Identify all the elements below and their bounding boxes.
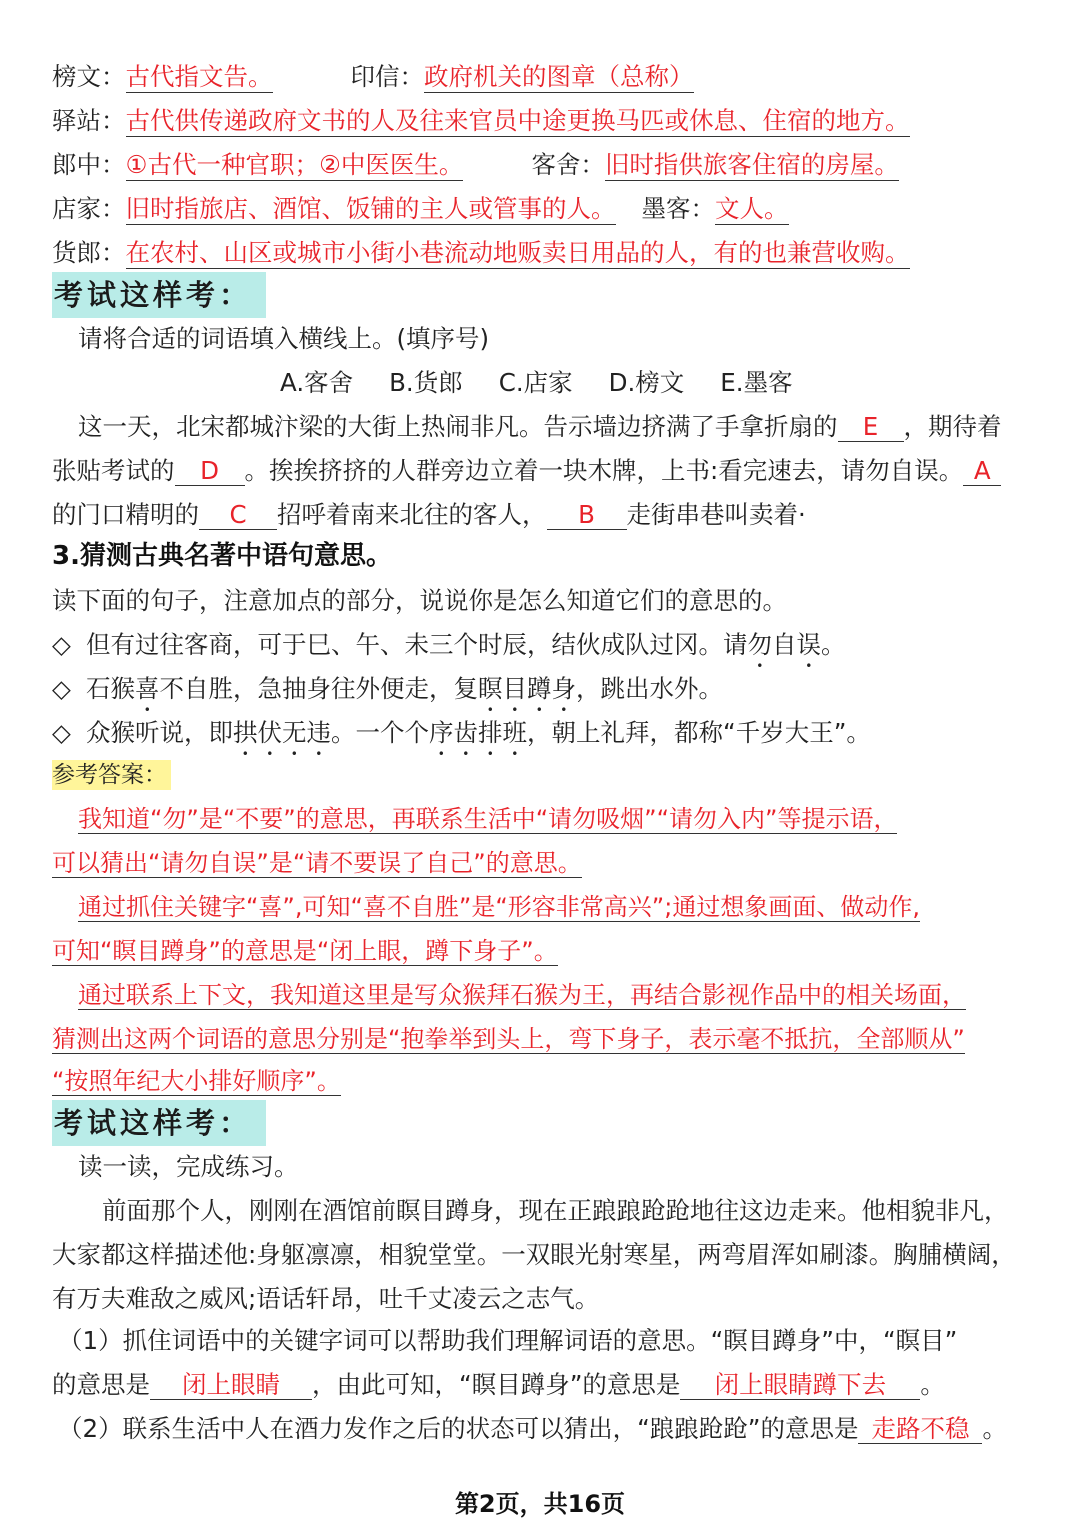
- definition: 政府机关的图章（总称）: [424, 62, 694, 91]
- passage-text: 走街串巷叫卖着·: [626, 500, 806, 529]
- emphasized-text: 拱伏无违: [233, 718, 331, 747]
- vocab-row: [52, 60, 1040, 94]
- definition: ①古代一种官职；②中医医生。: [125, 150, 464, 179]
- emphasized-text: 勿: [747, 630, 772, 659]
- quote-text: ，跳出水外。: [576, 674, 723, 703]
- vocab-row: [52, 148, 1040, 182]
- answer-text: 通过联系上下文，我知道这里是写众猴拜石猴为王，再结合影视作品中的相关场面，: [78, 981, 966, 1009]
- term: 印信：: [350, 62, 424, 91]
- answer-line: [52, 1022, 1028, 1056]
- question-text: 。: [982, 1414, 1007, 1443]
- definition: 文人。: [715, 194, 789, 223]
- term: 郎中：: [52, 150, 126, 179]
- answer-line: [78, 890, 1028, 924]
- answer-text: “按照年纪大小排好顺序”。: [52, 1067, 341, 1095]
- passage-text: 这一天，北宋都城汴梁的大街上热闹非凡。告示墙边挤满了手拿折扇的: [78, 412, 838, 441]
- emphasized-text: 序齿排班: [429, 718, 527, 747]
- question-text: （2）联系生活中人在酒力发作之后的状态可以猜出，“踉踉跄跄”的意思是: [58, 1414, 859, 1443]
- exam-header: 考试这样考：: [52, 272, 266, 318]
- emphasized-text: 误: [796, 630, 821, 659]
- vocab-row: [52, 192, 1040, 226]
- question-line: [58, 1412, 1040, 1446]
- answer-line: [78, 802, 1028, 836]
- quote-item: [52, 672, 1040, 717]
- exam-instruction: 读一读，完成练习。: [78, 1152, 299, 1181]
- term: 驿站：: [52, 106, 126, 135]
- answer-line: [52, 934, 1028, 968]
- reading-passage-line: 大家都这样描述他:身躯凛凛，相貌堂堂。一双眼光射寒星，两弯眉浑如刷漆。胸脯横阔，: [52, 1240, 1016, 1269]
- question-line: [52, 1368, 1040, 1402]
- answer-line: [52, 1064, 1028, 1098]
- passage-text: 的门口精明的: [52, 500, 199, 529]
- question-text: ，由此可知，“瞑目蹲身”的意思是: [312, 1370, 681, 1399]
- emphasized-text: 喜: [135, 674, 160, 703]
- answer-line: [52, 846, 1028, 880]
- answer-blank[interactable]: 闭上眼睛: [150, 1371, 312, 1400]
- quote-text: 众猴听说，即: [86, 718, 233, 747]
- question-text: 的意思是: [52, 1370, 150, 1399]
- diamond-bullet-icon: ◇: [52, 674, 71, 703]
- definition: 古代指文告。: [125, 62, 273, 91]
- exam-passage-line: [78, 410, 1040, 444]
- answer-blank[interactable]: E: [838, 413, 904, 442]
- definition: 旧时指供旅客住宿的房屋。: [604, 150, 899, 179]
- definition: 在农村、山区或城市小街小巷流动地贩卖日用品的人，有的也兼营收购。: [125, 238, 910, 267]
- passage-text: 。挨挨挤挤的人群旁边立着一块木牌，上书:看完速去，请勿自误。: [244, 456, 964, 485]
- answer-blank[interactable]: A: [963, 457, 1001, 486]
- quote-text: ，朝上礼拜，都称“千岁大王”。: [527, 718, 871, 747]
- exam-instruction: 请将合适的词语填入横线上。(填序号): [78, 324, 490, 353]
- passage-text: 张贴考试的: [52, 456, 175, 485]
- quote-text: 。一个个: [331, 718, 429, 747]
- answer-blank[interactable]: B: [547, 501, 627, 530]
- question-text: 。: [920, 1370, 945, 1399]
- reference-answer-label: 参考答案：: [52, 760, 171, 790]
- quote-text: 不自胜，急抽身往外便走，复: [159, 674, 478, 703]
- answer-blank[interactable]: C: [199, 501, 277, 530]
- answer-blank[interactable]: D: [175, 457, 245, 486]
- quote-item: [52, 628, 1040, 673]
- option: B.货郎: [389, 368, 463, 397]
- definition: 古代供传递政府文书的人及往来官员中途更换马匹或休息、住宿的地方。: [125, 106, 910, 135]
- answer-text: 可以猜出“请勿自误”是“请不要误了自己”的意思。: [52, 849, 582, 877]
- section-title: 3.猜测古典名著中语句意思。: [52, 541, 392, 571]
- term: 客舍：: [531, 150, 605, 179]
- option: C.店家: [498, 368, 573, 397]
- answer-line: [78, 978, 1028, 1012]
- answer-blank[interactable]: 闭上眼睛蹲下去: [680, 1371, 920, 1400]
- term: 店家：: [52, 194, 126, 223]
- passage-text: 招呼着南来北往的客人，: [277, 500, 547, 529]
- quote-item: [52, 716, 1040, 761]
- section-intro: 读下面的句子，注意加点的部分，说说你是怎么知道它们的意思的。: [52, 586, 787, 615]
- quote-text: 自: [772, 630, 797, 659]
- passage-text: ，期待着: [903, 412, 1002, 441]
- answer-text: 可知“瞑目蹲身”的意思是“闭上眼，蹲下身子”。: [52, 937, 558, 965]
- question-line: （1）抓住词语中的关键字词可以帮助我们理解词语的意思。“瞑目蹲身”中，“瞑目”: [58, 1326, 958, 1355]
- quote-text: 。: [821, 630, 846, 659]
- diamond-bullet-icon: ◇: [52, 630, 71, 659]
- reading-passage-line: 前面那个人，刚刚在酒馆前瞑目蹲身，现在正踉踉跄跄地往这边走来。他相貌非凡，: [102, 1196, 1009, 1225]
- answer-text: 通过抓住关键字“喜”,可知“喜不自胜”是“形容非常高兴”;通过想象画面、做动作,: [78, 893, 920, 921]
- definition: 旧时指旅店、酒馆、饭铺的主人或管事的人。: [125, 194, 616, 223]
- exam-header: 考试这样考：: [52, 1100, 266, 1146]
- option: A.客舍: [280, 368, 354, 397]
- vocab-row: [52, 104, 1040, 138]
- term: 墨客：: [641, 194, 715, 223]
- options-row: [280, 366, 1040, 400]
- exam-passage-line: [52, 498, 1040, 532]
- answer-text: 我知道“勿”是“不要”的意思，再联系生活中“请勿吸烟”“请勿入内”等提示语，: [78, 805, 898, 833]
- term: 榜文：: [52, 62, 126, 91]
- quote-text: 但有过往客商，可于巳、午、未三个时辰，结伙成队过冈。请: [86, 630, 748, 659]
- option: D.榜文: [608, 368, 685, 397]
- option: E.墨客: [720, 368, 793, 397]
- exam-passage-line: [52, 454, 1040, 488]
- term: 货郎：: [52, 238, 126, 267]
- diamond-bullet-icon: ◇: [52, 718, 71, 747]
- vocab-row: [52, 236, 1040, 270]
- answer-blank[interactable]: 走路不稳: [858, 1415, 982, 1444]
- reading-passage-line: 有万夫难敌之威风;语话轩昂，吐千丈凌云之志气。: [52, 1284, 600, 1313]
- quote-text: 石猴: [86, 674, 135, 703]
- emphasized-text: 瞑目蹲身: [478, 674, 576, 703]
- answer-text: 猜测出这两个词语的意思分别是“抱拳举到头上，弯下身子，表示毫不抵抗，全部顺从”: [52, 1025, 965, 1053]
- page-number: 第2页，共16页: [454, 1490, 626, 1518]
